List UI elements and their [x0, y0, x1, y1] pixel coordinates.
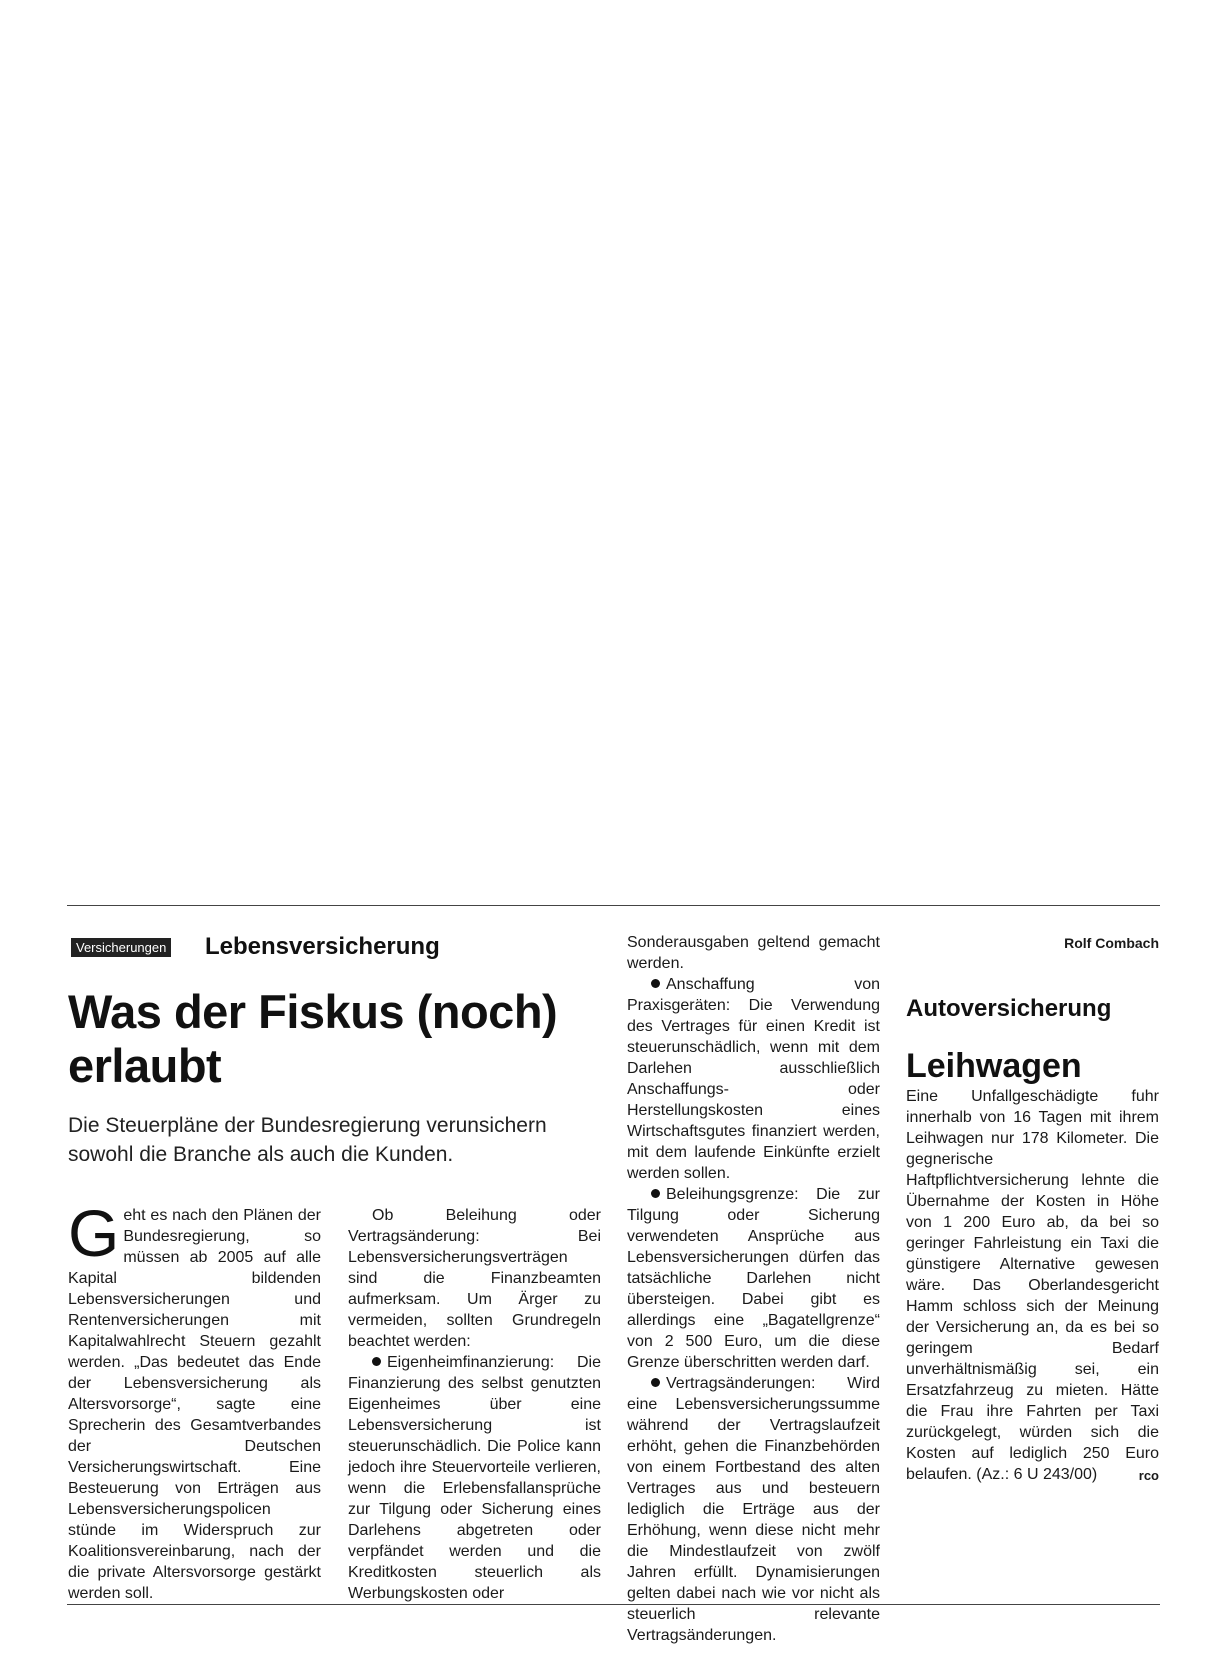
beleihungsgrenze-text: Beleihungsgrenze: Die zur Tilgung oder Sicherung verwendeten Ansprüche aus Lebensversicherungen dürfen das tatsächliche Darlehen nicht übersteigen. Dabei gibt es allerdings eine „Bagatellgrenze“ von 2 500 Euro, um die diese Grenze überschritten werden darf. [627, 1186, 880, 1371]
bullet-icon [651, 1378, 660, 1387]
paragraph-sonderausgaben: Sonderausgaben geltend gemacht werden. [627, 934, 880, 972]
praxisgeraete-text: Anschaffung von Praxisgeräten: Die Verwendung des Vertrages für einen Kredit ist steuerunschädlich, wenn mit dem Darlehen ausschließlich Anschaffungs- oder Herstellungskosten eines Wirtschaftsgutes finanziert werden, mit dem laufende Einkünfte erzielt werden sollen. [627, 976, 880, 1182]
column-4 [906, 932, 1159, 1486]
bullet-icon [651, 979, 660, 988]
column-1 [68, 1196, 321, 1604]
rubric-2: Autoversicherung [906, 995, 1112, 1022]
headline-2: Leihwagen [906, 1047, 1082, 1085]
paragraph-rules: Ob Beleihung oder Vertragsänderung: Bei Lebensversicherungsverträgen sind die Finanzbeamten aufmerksam. Um Ärger zu vermeiden, sollten Grundregeln beachtet werden: [348, 1207, 601, 1350]
paragraph-intro [68, 1196, 321, 1604]
bottom-rule [67, 1604, 1160, 1605]
article-2-body [906, 1086, 1159, 1485]
deck: Die Steuerpläne der Bundesregierung verunsichern sowohl die Branche als auch die Kunden. [68, 1114, 547, 1166]
rubric: Lebensversicherung [205, 933, 440, 960]
paragraph-beleihungsgrenze [627, 1184, 880, 1373]
dropcap: G [68, 1196, 120, 1270]
top-rule [67, 905, 1160, 906]
section-label: Versicherungen [71, 938, 171, 957]
bullet-icon [651, 1189, 660, 1198]
article-2-text: Eine Unfallgeschädigte fuhr innerhalb von 16 Tagen mit ihrem Leihwagen nur 178 Kilometer. Die gegnerische Haftpflichtversicherung lehnte die Übernahme der Kosten in Höhe von 1 200 Euro ab, da bei so geringer Fahrleistung ein Taxi die günstigere Alternative gewesen wäre. Das Oberlandesgericht Hamm schloss sich der Meinung der Versicherung an, da es bei so geringem Bedarf unverhältnismäßig sei, ein Ersatzfahrzeug zu mieten. Hätte die Frau ihre Fahrten per Taxi zurückgelegt, würden sich die Kosten auf lediglich 250 Euro belaufen. (Az.: 6 U 243/00) [906, 1088, 1159, 1483]
vertragsaenderungen-text: Vertragsänderungen: Wird eine Lebensversicherungssumme während der Vertragslaufzeit erhöht, gehen die Finanzbehörden von einem Fortbestand des alten Vertrages aus und besteuern lediglich die Erträge aus der Erhöhung, wenn diese nicht mehr die Mindestlaufzeit von zwölf Jahren erfüllt. Dynamisierungen gelten dabei nach wie vor nicht als steuerlich relevante Vertragsänderungen. [627, 1375, 880, 1644]
intro-text: eht es nach den Plänen der Bundesregierung, so müssen ab 2005 auf alle Kapital bildenden Lebensversicherungen und Rentenversicherungen mit Kapitalwahlrecht Steuern gezahlt werden. „Das bedeutet das Ende der Lebensversicherung als Altersvorsorge“, sagte eine Sprecherin des Gesamtverbandes der Deutschen Versicherungswirtschaft. Eine Besteuerung von Erträgen aus Lebensversicherungspolicen stünde im Widerspruch zur Koalitionsvereinbarung, nach der die private Altersvorsorge gestärkt werden soll. [68, 1207, 321, 1602]
author-tag: rco [1138, 1468, 1159, 1483]
paragraph-vertragsaenderungen [627, 1373, 880, 1646]
bullet-icon [372, 1357, 381, 1366]
headline: Was der Fiskus (noch) erlaubt [68, 985, 558, 1092]
eigenheim-text: Eigenheimfinanzierung: Die Finanzierung des selbst genutzten Eigenheimes über eine Lebensversicherung ist steuerunschädlich. Die Police kann jedoch ihre Steuervorteile verlieren, wenn die Erlebensfallansprüche zur Tilgung oder Sicherung eines Darlehens abgetreten oder verpfändet werden und die Kreditkosten steuerlich als Werbungskosten oder [348, 1354, 601, 1602]
column-3 [627, 932, 880, 1646]
byline: Rolf Combach [1064, 935, 1159, 951]
paragraph-praxisgeraete [627, 974, 880, 1184]
paragraph-eigenheim [348, 1352, 601, 1604]
column-2 [348, 1205, 601, 1604]
